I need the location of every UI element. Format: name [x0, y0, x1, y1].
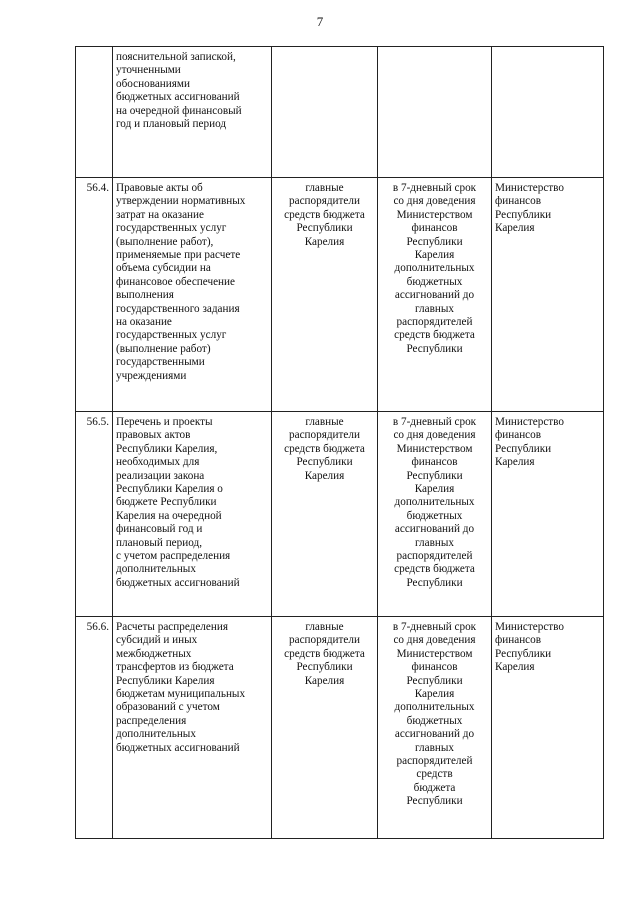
cell-text-line: главных — [415, 741, 454, 754]
cell-text-line: главных — [415, 302, 454, 315]
cell-text-line: (выполнение работ), — [116, 235, 214, 248]
cell-text-line: Республики — [296, 661, 353, 674]
cell-text-line: финансов — [411, 456, 458, 469]
cell-text-line: обоснованиями — [116, 77, 190, 90]
cell-text-line: бюджета — [413, 781, 456, 794]
cell-text-line: распорядители — [289, 634, 360, 647]
row-executor — [272, 617, 378, 839]
cell-text-line: Министерством — [396, 208, 473, 221]
row-description — [113, 178, 272, 412]
cell-text-line: Республики Карелия — [116, 674, 215, 687]
row-executor — [272, 178, 378, 412]
cell-text-line: финансов — [411, 661, 458, 674]
cell-text-line: правовых актов — [116, 429, 191, 442]
cell-text-line: распорядителей — [396, 316, 473, 329]
cell-text-line: применяемые при расчете — [116, 249, 241, 262]
cell-text-line: необходимых для — [116, 456, 200, 469]
row-description — [113, 617, 272, 839]
cell-text-line: бюджетных — [406, 275, 463, 288]
cell-text-line: финансовое обеспечение — [116, 275, 235, 288]
cell-text-line: дополнительных — [394, 496, 475, 509]
cell-text-line: на оказание — [116, 316, 172, 329]
cell-text-line: объема субсидии на — [116, 262, 211, 275]
cell-text-line: дополнительных — [116, 728, 196, 741]
cell-text-line: финансов — [495, 429, 542, 442]
cell-text-line: главные — [305, 416, 344, 428]
cell-text-line: субсидий и иных — [116, 634, 198, 647]
cell-text-line: учреждениями — [116, 369, 187, 382]
cell-text-line: государственного задания — [116, 302, 240, 315]
cell-text-line: Республики — [406, 674, 463, 687]
table-row — [76, 412, 604, 617]
cell-text-line: в 7-дневный срок — [392, 621, 477, 633]
cell-text-line: Республики — [406, 469, 463, 482]
cell-text-line: со дня доведения — [393, 429, 476, 442]
cell-text-line: со дня доведения — [393, 195, 476, 208]
cell-text-line: Министерство — [495, 621, 564, 633]
cell-text-line: государственных услуг — [116, 329, 227, 342]
cell-text-line: выполнения — [116, 289, 174, 302]
cell-text-line: распорядителей — [396, 550, 473, 563]
cell-text-line: Министерством — [396, 647, 473, 660]
cell-text-line: Министерством — [396, 442, 473, 455]
cell-text-line: бюджетных ассигнований — [116, 576, 240, 589]
table-row — [76, 617, 604, 839]
plan-table-body — [76, 47, 604, 839]
row-term — [378, 412, 492, 617]
cell-text-line: Карелия на очередной — [116, 509, 222, 522]
page-number: 7 — [316, 14, 324, 29]
cell-text-line: Карелия — [495, 222, 535, 235]
cell-text-line: с учетом распределения — [116, 550, 231, 563]
row-number — [76, 47, 113, 178]
cell-text-line: дополнительных — [394, 701, 475, 714]
cell-text-line: на очередной финансовый — [116, 104, 242, 117]
cell-text-line: уточненными — [116, 64, 181, 77]
cell-text-line: Правовые акты об — [116, 182, 203, 194]
cell-text-line: Перечень и проекты — [116, 416, 213, 428]
cell-text-line: Карелия — [304, 674, 345, 687]
row-term — [378, 617, 492, 839]
cell-text-line: финансов — [411, 222, 458, 235]
cell-text-line: средств бюджета — [394, 329, 475, 342]
cell-text-line: бюджетных ассигнований — [116, 741, 240, 754]
cell-text-line: пояснительной запиской, — [116, 51, 236, 63]
cell-text-line: ассигнований до — [394, 289, 475, 302]
cell-text-line: Карелия — [414, 688, 455, 701]
row-number: 56.6. — [76, 617, 113, 839]
cell-text-line: со дня доведения — [393, 634, 476, 647]
row-description — [113, 412, 272, 617]
cell-text-line: бюджетам муниципальных — [116, 688, 246, 701]
cell-text-line: Карелия — [414, 483, 455, 496]
cell-text-line: Расчеты распределения — [116, 621, 228, 633]
cell-text-line: Республики — [495, 442, 552, 455]
cell-text-line: бюджетных — [406, 509, 463, 522]
cell-text-line: распорядители — [289, 429, 360, 442]
cell-text-line: реализации закона — [116, 469, 205, 482]
cell-text-line: год и плановый период — [116, 118, 227, 131]
cell-text-line: в 7-дневный срок — [392, 182, 477, 194]
cell-text-line: межбюджетных — [116, 647, 192, 660]
cell-text-line: Министерство — [495, 416, 564, 428]
cell-text-line: Республики — [296, 456, 353, 469]
cell-text-line: Карелия — [495, 456, 535, 469]
cell-text-line: распределения — [116, 714, 187, 727]
cell-text-line: средств бюджета — [284, 208, 365, 221]
cell-text-line: Карелия — [495, 661, 535, 674]
cell-text-line: в 7-дневный срок — [392, 416, 477, 428]
cell-text-line: средств — [416, 768, 453, 781]
row-term — [378, 47, 492, 178]
row-number: 56.4. — [76, 178, 113, 412]
cell-text-line: Республики — [495, 208, 552, 221]
cell-text-line: распорядители — [289, 195, 360, 208]
cell-text-line: Республики — [406, 795, 463, 808]
cell-text-line: дополнительных — [394, 262, 475, 275]
table-row — [76, 47, 604, 178]
row-description — [113, 47, 272, 178]
row-term — [378, 178, 492, 412]
cell-text-line: средств бюджета — [394, 563, 475, 576]
cell-text-line: утверждении нормативных — [116, 195, 246, 208]
cell-text-line: главные — [305, 182, 344, 194]
table-row — [76, 178, 604, 412]
row-number: 56.5. — [76, 412, 113, 617]
cell-text-line: дополнительных — [116, 563, 196, 576]
cell-text-line: государственных услуг — [116, 222, 227, 235]
cell-text-line: ассигнований до — [394, 728, 475, 741]
row-executor — [272, 412, 378, 617]
cell-text-line: Карелия — [304, 235, 345, 248]
cell-text-line: Карелия — [414, 249, 455, 262]
row-executor — [272, 47, 378, 178]
cell-text-line: Республики — [406, 342, 463, 355]
cell-text-line: ассигнований до — [394, 523, 475, 536]
cell-text-line: затрат на оказание — [116, 208, 204, 221]
cell-text-line: плановый период, — [116, 536, 202, 549]
cell-text-line: образований с учетом — [116, 701, 220, 714]
cell-text-line: Республики — [296, 222, 353, 235]
cell-text-line: государственными — [116, 356, 205, 369]
cell-text-line: Республики — [406, 576, 463, 589]
cell-text-line: Республики Карелия, — [116, 442, 218, 455]
cell-text-line: бюджетных — [406, 714, 463, 727]
cell-text-line: финансов — [495, 634, 542, 647]
cell-text-line: средств бюджета — [284, 647, 365, 660]
row-responsible — [492, 47, 604, 178]
cell-text-line: бюджете Республики — [116, 496, 217, 509]
cell-text-line: трансфертов из бюджета — [116, 661, 234, 674]
cell-text-line: финансов — [495, 195, 542, 208]
cell-text-line: Республики — [406, 235, 463, 248]
cell-text-line: распорядителей — [396, 755, 473, 768]
cell-text-line: средств бюджета — [284, 442, 365, 455]
cell-text-line: (выполнение работ) — [116, 342, 211, 355]
row-responsible — [492, 412, 604, 617]
cell-text-line: Карелия — [304, 469, 345, 482]
cell-text-line: бюджетных ассигнований — [116, 91, 240, 104]
cell-text-line: Республики — [495, 647, 552, 660]
cell-text-line: Республики Карелия о — [116, 483, 223, 496]
plan-table — [75, 46, 604, 839]
cell-text-line: главных — [415, 536, 454, 549]
row-responsible — [492, 617, 604, 839]
cell-text-line: главные — [305, 621, 344, 633]
cell-text-line: Министерство — [495, 182, 564, 194]
row-responsible — [492, 178, 604, 412]
cell-text-line: финансовый год и — [116, 523, 203, 536]
